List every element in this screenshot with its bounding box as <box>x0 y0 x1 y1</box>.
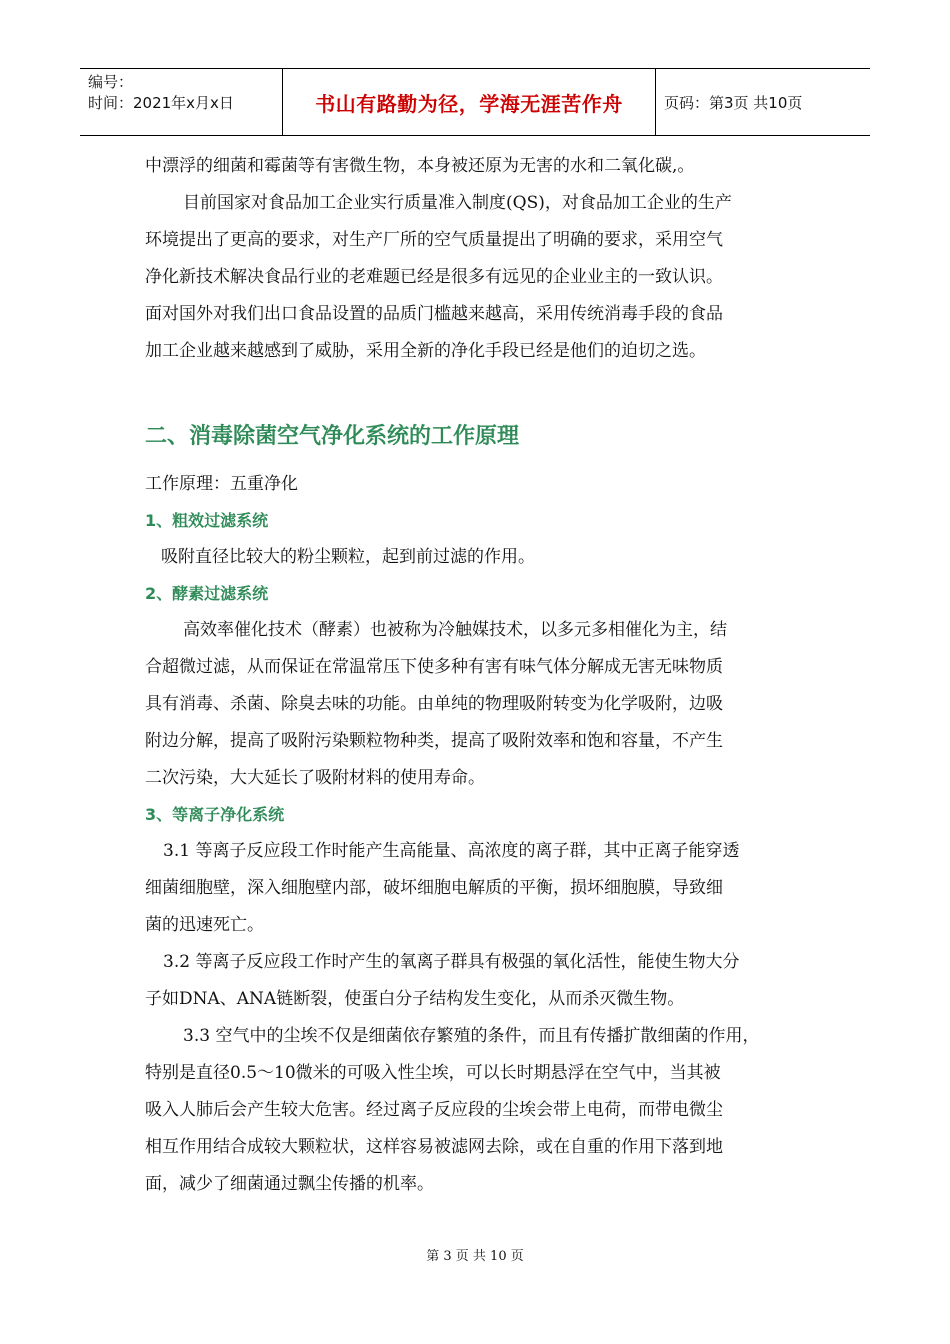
section-heading: 二、消毒除菌空气净化系统的工作原理 <box>145 424 520 449</box>
paragraph-line: 子如DNA、ANA链断裂，使蛋白分子结构发生变化，从而杀灭微生物。 <box>145 989 685 1009</box>
paragraph-line: 吸入人肺后会产生较大危害。经过离子反应段的尘埃会带上电荷，而带电微尘 <box>145 1100 723 1120</box>
page-header <box>80 68 870 136</box>
paragraph-continued: 中漂浮的细菌和霉菌等有害微生物，本身被还原为无害的水和二氧化碳,。 <box>145 156 695 176</box>
paragraph-line: 高效率催化技术（酵素）也被称为冷触媒技术，以多元多相催化为主，结 <box>183 620 727 640</box>
paragraph-line: 3.3 空气中的尘埃不仅是细菌依存繁殖的条件，而且有传播扩散细菌的作用， <box>183 1026 760 1046</box>
paragraph-line: 面，减少了细菌通过飘尘传播的机率。 <box>145 1174 434 1194</box>
page-footer: 第 3 页 共 10 页 <box>426 1249 524 1264</box>
header-page-info: 页码：第3页 共10页 <box>664 93 803 112</box>
paragraph-line: 具有消毒、杀菌、除臭去味的功能。由单纯的物理吸附转变为化学吸附，边吸 <box>145 694 723 714</box>
paragraph-line: 二次污染，大大延长了吸附材料的使用寿命。 <box>145 768 485 788</box>
paragraph-line: 附边分解，提高了吸附污染颗粒物种类，提高了吸附效率和饱和容量，不产生 <box>145 731 723 751</box>
paragraph-line: 细菌细胞壁，深入细胞壁内部，破坏细胞电解质的平衡，损坏细胞膜，导致细 <box>145 878 723 898</box>
paragraph-line: 目前国家对食品加工企业实行质量准入制度(QS)，对食品加工企业的生产 <box>183 193 732 213</box>
header-page-cell <box>656 69 870 135</box>
document-date: 时间：2021年x月x日 <box>88 94 234 112</box>
header-motto: 书山有路勤为径，学海无涯苦作舟 <box>315 91 623 116</box>
paragraph-line: 合超微过滤，从而保证在常温常压下使多种有害有味气体分解成无害无味物质 <box>145 657 723 677</box>
paragraph-line: 菌的迅速死亡。 <box>145 915 264 935</box>
principle-line: 工作原理：五重净化 <box>145 474 298 494</box>
subsection-heading-1: 1、粗效过滤系统 <box>145 511 269 530</box>
header-left-cell <box>80 69 282 135</box>
document-body <box>145 148 810 1203</box>
paragraph-line: 加工企业越来越感到了威胁，采用全新的净化手段已经是他们的迫切之选。 <box>145 341 706 361</box>
paragraph-line: 净化新技术解决食品行业的老难题已经是很多有远见的企业业主的一致认识。 <box>145 267 723 287</box>
subsection-heading-2: 2、酵素过滤系统 <box>145 584 269 603</box>
paragraph-line: 相互作用结合成较大颗粒状，这样容易被滤网去除，或在自重的作用下落到地 <box>145 1137 723 1157</box>
paragraph-line: 环境提出了更高的要求，对生产厂所的空气质量提出了明确的要求，采用空气 <box>145 230 723 250</box>
paragraph-line: 特别是直径0.5～10微米的可吸入性尘埃，可以长时期悬浮在空气中，当其被 <box>145 1063 721 1083</box>
paragraph-line: 3.2 等离子反应段工作时产生的氧离子群具有极强的氧化活性，能使生物大分 <box>163 952 740 972</box>
document-number-label: 编号： <box>88 73 134 91</box>
paragraph-line: 面对国外对我们出口食品设置的品质门槛越来越高，采用传统消毒手段的食品 <box>145 304 723 324</box>
header-motto-cell <box>282 69 656 135</box>
paragraph-line: 3.1 等离子反应段工作时能产生高能量、高浓度的离子群，其中正离子能穿透 <box>163 841 740 861</box>
subsection-1-text: 吸附直径比较大的粉尘颗粒，起到前过滤的作用。 <box>161 547 535 567</box>
subsection-heading-3: 3、等离子净化系统 <box>145 805 285 824</box>
